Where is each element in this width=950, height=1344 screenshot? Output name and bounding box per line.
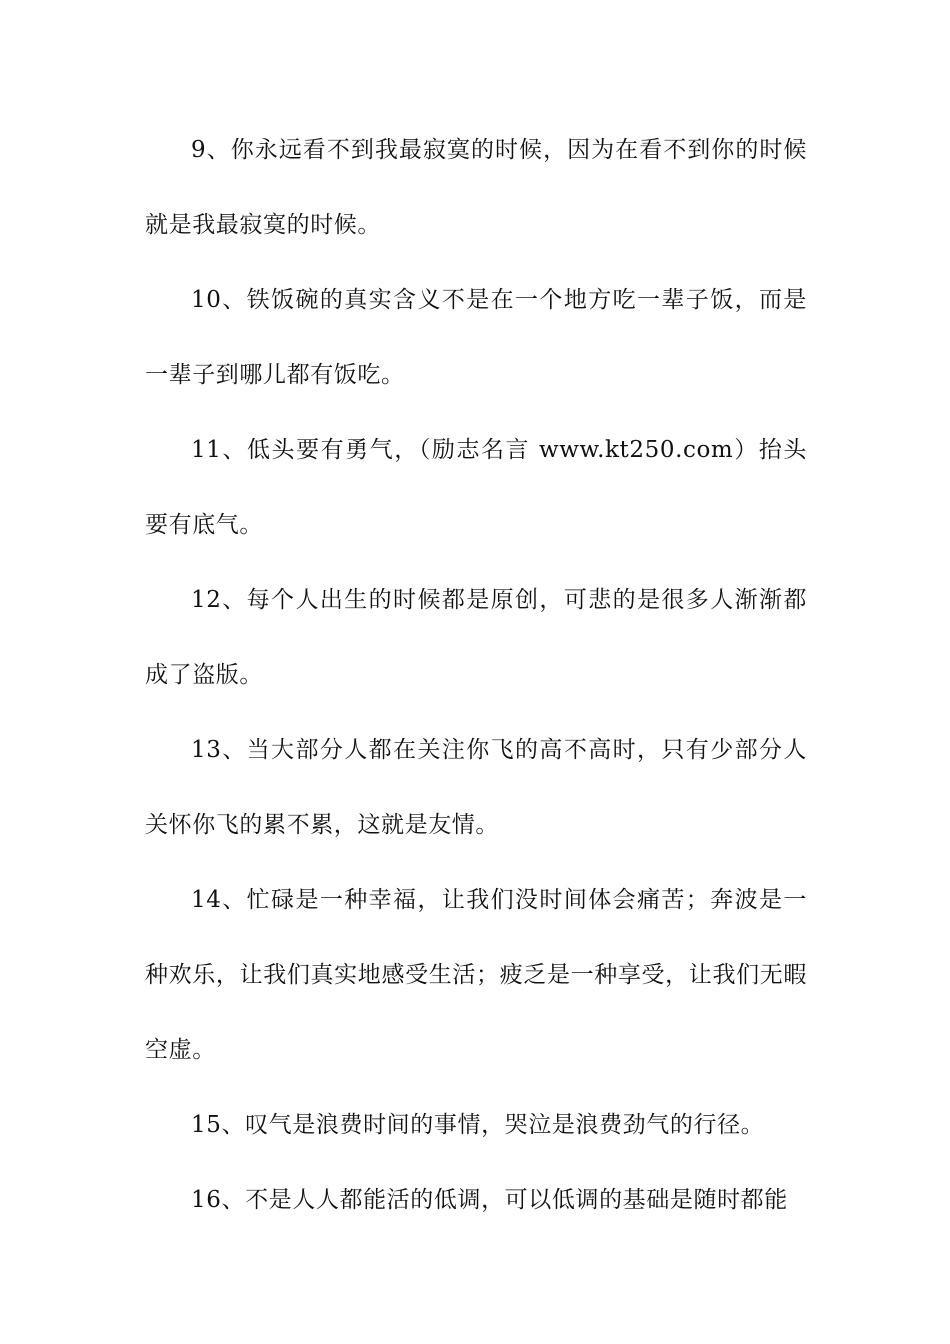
quote-paragraph-14: 14、忙碌是一种幸福，让我们没时间体会痛苦；奔波是一种欢乐，让我们真实地感受生活；疲乏是一种享受，让我们无暇空虚。 [145, 887, 807, 1063]
quote-paragraph-15: 15、叹气是浪费时间的事情，哭泣是浪费劲气的行径。 [191, 1112, 765, 1138]
quote-paragraph-16: 16、不是人人都能活的低调，可以低调的基础是随时都能 [191, 1187, 788, 1213]
quote-paragraph-11: 11、低头要有勇气，（励志名言 www.kt250.com）抬头要有底气。 [145, 437, 807, 538]
quote-paragraph-13: 13、当大部分人都在关注你飞的高不高时，只有少部分人关怀你飞的累不累，这就是友情。 [145, 737, 807, 838]
document-body [145, 113, 807, 1238]
quote-paragraph-12: 12、每个人出生的时候都是原创，可悲的是很多人渐渐都成了盗版。 [145, 587, 807, 688]
quote-paragraph-10: 10、铁饭碗的真实含义不是在一个地方吃一辈子饭，而是一辈子到哪儿都有饭吃。 [145, 287, 807, 388]
quote-paragraph-9: 9、你永远看不到我最寂寞的时候，因为在看不到你的时候就是我最寂寞的时候。 [145, 137, 807, 238]
